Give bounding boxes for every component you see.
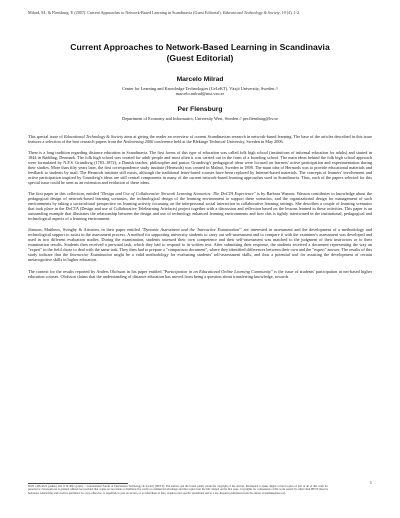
text-run: are interested in assessment and the development of a methodology and technological support to assist in the assessment process. A method for supporting university students to carry out self-assessment and to compare it with the examiner's assessment was developed and used in two different evaluation studies. During the examination, students assessed their own competence and their self-assessment was matched to the judgment of their instructors or to their examination results. Students then received a personal task, which they had to respond to in written text. After submitting their response, the students received a document representing the way an "expert" in the field chose to deal with the same task. They then had to prepare a "comparison document", where they identified differences between their own and the "expert" answer. The results of this study indicate that the bbox=[28, 227, 372, 258]
text-run: is by Barbara Wasson. Wasson contributes to knowledge about the pedagogical design of network-based learning scenarios, the technological design of the learning environment to support these scenarios, and the organizational design for management of such environments by taking a sociocultural perspective on learning activity focussing on the interpersonal social interaction in collaborative learning settings. She describes a couple of learning scenarios that took place in the DoCTA (Design and use of Collaborative Telelearning Artefacts) project together with a discussion and reflection based on the lessons learned in these activities. This paper is an outstanding example that illustrates the relationship between the design and use of technology enhanced learning environments and how this is tightly intertwined in the institutional, pedagogical and technological aspects of a learning environment. bbox=[28, 191, 372, 222]
paper-title-mention: "Participation in an Educational Online Learning Community" bbox=[162, 268, 273, 274]
affiliation-text-1: Center for Learning and Knowledge Technologies (CeLeKT), Växjö University, Sweden // bbox=[122, 85, 278, 91]
footnote-divider bbox=[28, 483, 128, 484]
text-run: conference held at the Blekinge Technical University, Sweden in May 2006. bbox=[153, 138, 284, 144]
author-affiliation-1 bbox=[28, 86, 372, 97]
text-run: is the issue of students' participation in net-based higher education courses. Olofsson claims that the understanding of distance education has moved from being a question about transferring knowledge, towards bbox=[28, 268, 372, 279]
author-name-2: Per Flensburg bbox=[177, 105, 223, 113]
text-run: The first paper in this collection, entitled bbox=[28, 191, 101, 197]
text-run: Jönsson, Mattheos, Svingby & Attström, in their paper entitled bbox=[28, 227, 142, 233]
paper-title-mention: "Design and Use of Collaborative Network Learning Scenarios: The DoCTA Experience" bbox=[100, 191, 256, 197]
olofsson-paragraph bbox=[28, 269, 372, 279]
volume-info: , 10 (4), 1-2. bbox=[279, 10, 301, 15]
article-page bbox=[28, 10, 372, 510]
term-mention: Interactive Examination bbox=[70, 252, 113, 258]
text-run: This special issue of bbox=[28, 133, 64, 139]
copyright-footnote: ISSN 1436-4522 (online) and 1176-3647 (print). © International Forum of Educational Technology & Society (IFETS). The authors and the forum jointly retain the copyright of the articles. Permission to make digital or hard copies of part or all of this work for personal or classroom use is granted without fee provided that copies are not made or distributed for profit or commercial advantage and that copies bear the full citation on the first page. Copyrights for components of this work owned by others than IFETS must be honoured. Abstracting with credit is permitted. To copy otherwise, to republish, to post on servers, or to redistribute to lists, requires prior specific permission and/or a fee. Request permissions from the editors at kinshuk@ieee.org. bbox=[28, 485, 328, 495]
jonsson-paragraph bbox=[28, 227, 372, 262]
article-title bbox=[28, 42, 372, 63]
author-name-1: Marcelo Milrad bbox=[176, 75, 224, 83]
journal-mention: Educational Technology & Society bbox=[63, 133, 124, 139]
wasson-paragraph bbox=[28, 191, 372, 221]
intro-paragraph bbox=[28, 134, 372, 144]
journal-name: Educational Technology & Society bbox=[222, 10, 280, 15]
text-run: might be a valid methodology for evaluating students' self-assessment skills, and thus a potential tool for assisting the development of certain metacognitive skills in higher education. bbox=[28, 252, 372, 263]
page-number: 1 bbox=[369, 480, 372, 485]
running-head bbox=[28, 10, 372, 15]
citation-line: Milrad, M., & Flensburg, P. (2007). Current Approaches to Network-Based Learning in Scandinavia (Guest Editorial). bbox=[28, 10, 222, 15]
paper-title-mention: "Dynamic Assessment and the 'Interactive Examination'" bbox=[141, 227, 242, 233]
title-line-1: Current Approaches to Network-Based Learning in Scandinavia bbox=[70, 42, 330, 53]
text-run: The context for the results reported by Anders Olofsson in his paper entitled bbox=[28, 268, 163, 274]
author-affiliation-2: Department of Economy and Informatics, University West, Sweden // per.flensburg@hv.se bbox=[122, 115, 278, 121]
text-run: aims at giving the reader an overview of current Scandinavian research in network-based learning. The base of the articles described in this issue features a selection of the best research papers from the bbox=[28, 133, 372, 144]
history-paragraph: There is a long tradition regarding distance education in Scandinavia. The first forms of this type of education was called folk high school (institutions of informal education for adults) and started in 1844 in Rødding, Denmark. The folk high school was created for adult people and most often it was carried out in the form of a boarding school. The main ideas behind the folk high school approach were formulated by N.F.S. Grundtvig (1783–1872); a Danish teacher, philosopher and pastor. Grundtvig's pedagogical ideas were focused on learners' active participation and experimentation during their studies. More than fifty years later, the first correspondence study institute (Hermods) was created in Malmö, Sweden in 1898. The main idea of Hermods was to provide educational materials and feedback to students by mail. The Hermods institute still exists, although the traditional letter-based courses have been replaced by Internet-based materials. The concepts of learners' involvement and active participation inspired by Grundtvig's ideas are still central components in many of the current network-based learning approaches used in Scandinavia. Thus, each of the papers selected for this special issue could be seen as an extension and evolution of these ideas. bbox=[28, 149, 372, 185]
title-line-2: (Guest Editorial) bbox=[166, 52, 234, 63]
author-email-1[interactable]: marcelo.milrad@msi.vxu.se bbox=[175, 91, 225, 97]
conference-mention: Netlearning 2006 bbox=[123, 138, 154, 144]
